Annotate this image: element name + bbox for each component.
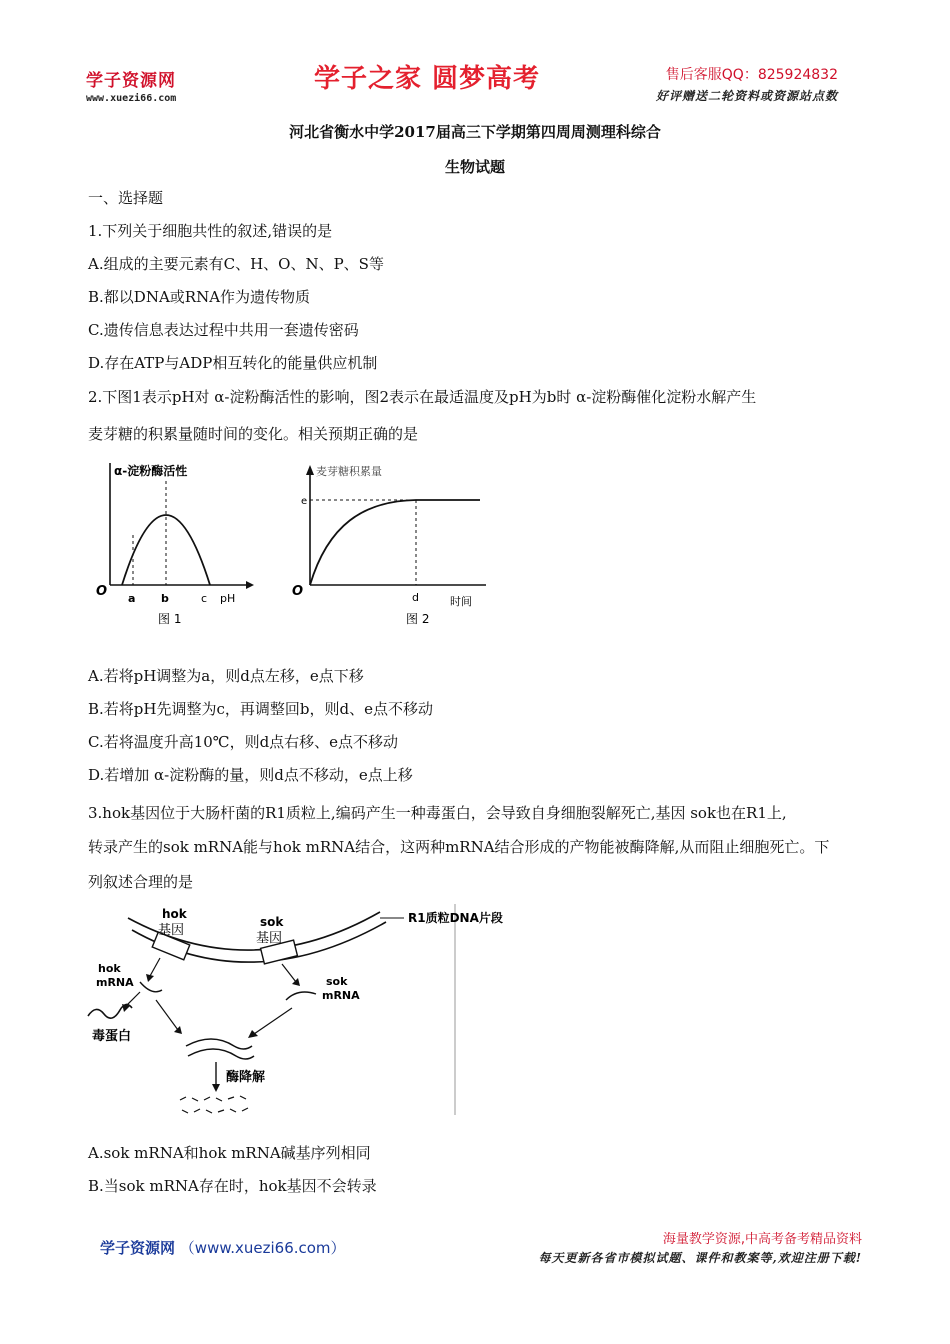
- fig2-accumulation-curve: [310, 500, 480, 585]
- service-qq: 售后客服QQ：825924832: [665, 67, 838, 83]
- footer-promo-line2: 每天更新各省市模拟试题、课件和教案等,欢迎注册下载!: [538, 1251, 862, 1265]
- q1-option-d: D.存在ATP与ADP相互转化的能量供应机制: [88, 354, 378, 372]
- fig1-tick-a: a: [128, 592, 136, 605]
- degrade-label: 酶降解: [226, 1070, 266, 1085]
- q3-diagram: [82, 900, 503, 1125]
- fig1-xlabel: pH: [220, 592, 236, 605]
- fig1-tick-c: c: [201, 592, 208, 605]
- section-heading: 一、选择题: [88, 189, 164, 207]
- toxin-label: 毒蛋白: [92, 1029, 132, 1044]
- fig2-ylabel: 麦芽糖积累量: [316, 465, 382, 478]
- q3-stem-line1: 3.hok基因位于大肠杆菌的R1质粒上,编码产生一种毒蛋白，会导致自身细胞裂解死亡,基因 sok也在R1上,: [88, 804, 787, 822]
- q3-option-b: B.当sok mRNA存在时，hok基因不会转录: [88, 1177, 377, 1195]
- q2-option-d: D.若增加 α-淀粉酶的量，则d点不移动，e点上移: [88, 766, 413, 784]
- header-service: [656, 64, 838, 104]
- fig1-ylabel: α-淀粉酶活性: [114, 464, 188, 478]
- q3-stem-line2: 转录产生的sok mRNA能与hok mRNA结合，这两种mRNA结合形成的产物能被酶降解,从而阻止细胞死亡。下: [88, 838, 830, 856]
- logo-url: www.xuezi66.com: [86, 93, 177, 104]
- document-title: 河北省衡水中学2017届高三下学期第四周周测理科综合: [289, 123, 661, 141]
- sok-gene-label-2: 基因: [256, 931, 283, 946]
- fig2-caption: 图 2: [406, 612, 430, 626]
- footer-link[interactable]: [100, 1237, 346, 1258]
- sok-gene-label-1: sok: [260, 915, 284, 929]
- q2-stem-line1: 2.下图1表示pH对 α-淀粉酶活性的影响，图2表示在最适温度及pH为b时 α-淀粉酶催化淀粉水解产生: [88, 388, 757, 406]
- hok-mrna-label-1: hok: [98, 962, 121, 975]
- q1-stem: 1.下列关于细胞共性的叙述,错误的是: [88, 222, 333, 240]
- q2-stem-line2: 麦芽糖的积累量随时间的变化。相关预期正确的是: [88, 425, 419, 443]
- q1-option-a: A.组成的主要元素有C、H、O、N、P、S等: [88, 255, 384, 273]
- hok-mrna-label-2: mRNA: [96, 976, 134, 989]
- hok-gene-label-2: 基因: [158, 923, 185, 938]
- footer-promo-line1: 海量教学资源,中高考备考精品资料: [662, 1232, 862, 1247]
- footer-promo: [539, 1228, 862, 1266]
- footer-url: （www.xuezi66.com）: [179, 1239, 346, 1257]
- plasmid-label: R1质粒DNA片段: [408, 911, 503, 925]
- header-logo[interactable]: [86, 66, 176, 104]
- document-subtitle: 生物试题: [444, 158, 505, 176]
- q2-option-c: C.若将温度升高10℃，则d点右移、e点不移动: [88, 733, 399, 751]
- sok-mrna-label-1: sok: [326, 975, 348, 988]
- figure-1: [96, 463, 254, 626]
- fig1-caption: 图 1: [158, 612, 182, 626]
- fig1-origin: O: [96, 584, 108, 599]
- header-slogan: 学子之家 圆梦高考: [314, 64, 541, 94]
- figure-2: [292, 464, 486, 626]
- fig2-xtick-d: d: [412, 591, 419, 604]
- q2-option-b: B.若将pH先调整为c，再调整回b，则d、e点不移动: [88, 700, 433, 718]
- q2-option-a: A.若将pH调整为a，则d点左移，e点下移: [88, 667, 364, 685]
- fig2-ytick-e: e: [301, 496, 308, 507]
- fig2-xlabel: 时间: [450, 595, 472, 608]
- service-note: 好评赠送二轮资料或资源站点数: [655, 89, 838, 103]
- q3-stem-line3: 列叙述合理的是: [88, 873, 194, 891]
- footer-brand: 学子资源网: [100, 1239, 176, 1257]
- q1-option-c: C.遗传信息表达过程中共用一套遗传密码: [88, 321, 359, 339]
- fig2-origin: O: [292, 584, 304, 599]
- fig1-tick-b: b: [161, 592, 169, 605]
- q1-option-b: B.都以DNA或RNA作为遗传物质: [88, 288, 311, 306]
- sok-mrna-label-2: mRNA: [322, 989, 360, 1002]
- logo-text: 学子资源网: [86, 71, 176, 91]
- q3-option-a: A.sok mRNA和hok mRNA碱基序列相同: [88, 1144, 371, 1162]
- q2-figures: [88, 455, 498, 635]
- hok-gene-label-1: hok: [162, 907, 187, 921]
